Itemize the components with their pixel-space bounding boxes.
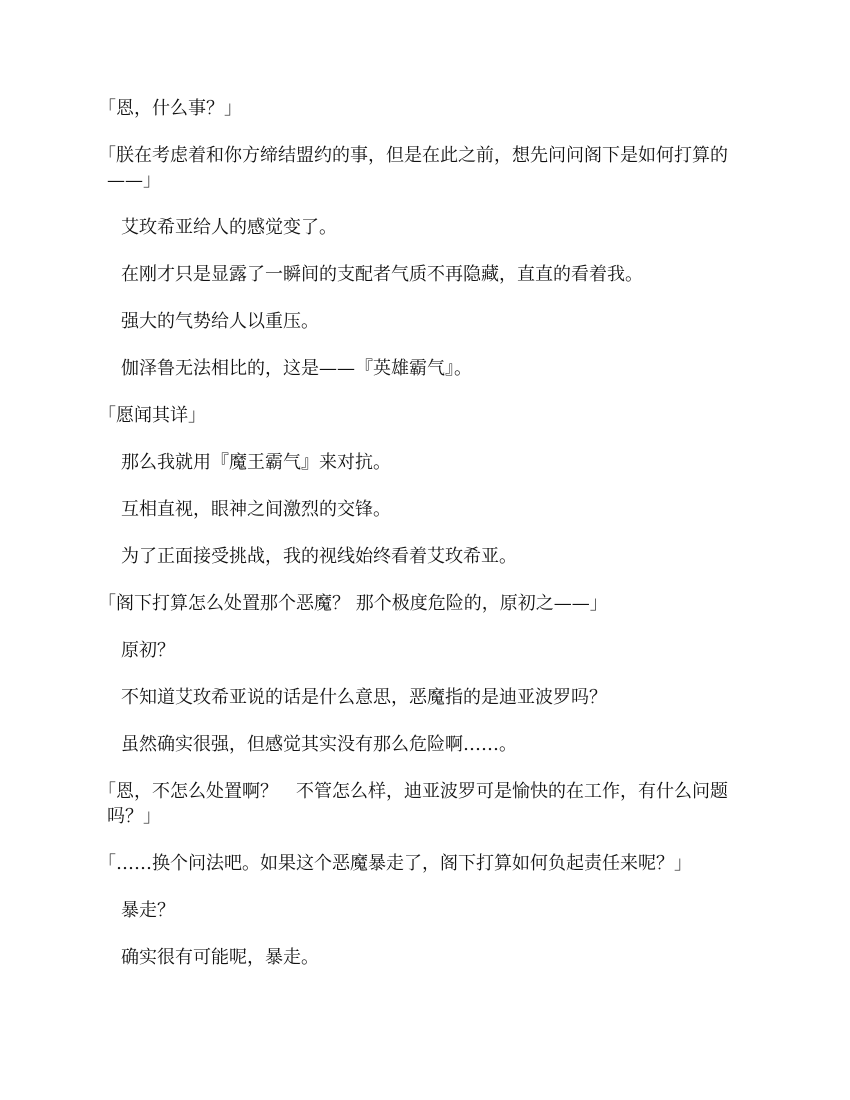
paragraph: 在刚才只是显露了一瞬间的支配者气质不再隐藏，直直的看着我。	[121, 264, 643, 285]
paragraph: 原初？	[121, 640, 175, 661]
paragraph: 「愿闻其详」	[98, 405, 206, 426]
paragraph: 确实很有可能呢，暴走。	[121, 947, 319, 968]
paragraph: 强大的气势给人以重压。	[121, 311, 319, 332]
paragraph: 为了正面接受挑战，我的视线始终看着艾玫希亚。	[121, 546, 517, 567]
paragraph: 那么我就用『魔王霸气』来对抗。	[121, 452, 391, 473]
paragraph: 「朕在考虑着和你方缔结盟约的事，但是在此之前，想先问问阁下是如何打算的——」	[98, 145, 728, 191]
paragraph: 「阁下打算怎么处置那个恶魔？ 那个极度危险的，原初之——」	[98, 593, 608, 614]
paragraph: 虽然确实很强，但感觉其实没有那么危险啊……。	[121, 734, 517, 755]
paragraph: 不知道艾玫希亚说的话是什么意思，恶魔指的是迪亚波罗吗？	[121, 687, 607, 708]
paragraph: 「恩，什么事？」	[98, 98, 242, 119]
paragraph: 伽泽鲁无法相比的，这是——『英雄霸气』。	[121, 358, 472, 379]
paragraph: 「……换个问法吧。如果这个恶魔暴走了，阁下打算如何负起责任来呢？」	[98, 853, 692, 874]
paragraph: 暴走？	[121, 900, 175, 921]
paragraph: 互相直视，眼神之间激烈的交锋。	[121, 499, 391, 520]
text-body	[98, 96, 751, 992]
paragraph: 艾玫希亚给人的感觉变了。	[121, 217, 337, 238]
paragraph: 「恩，不怎么处置啊？ 不管怎么样，迪亚波罗可是愉快的在工作，有什么问题吗？」	[98, 781, 728, 827]
